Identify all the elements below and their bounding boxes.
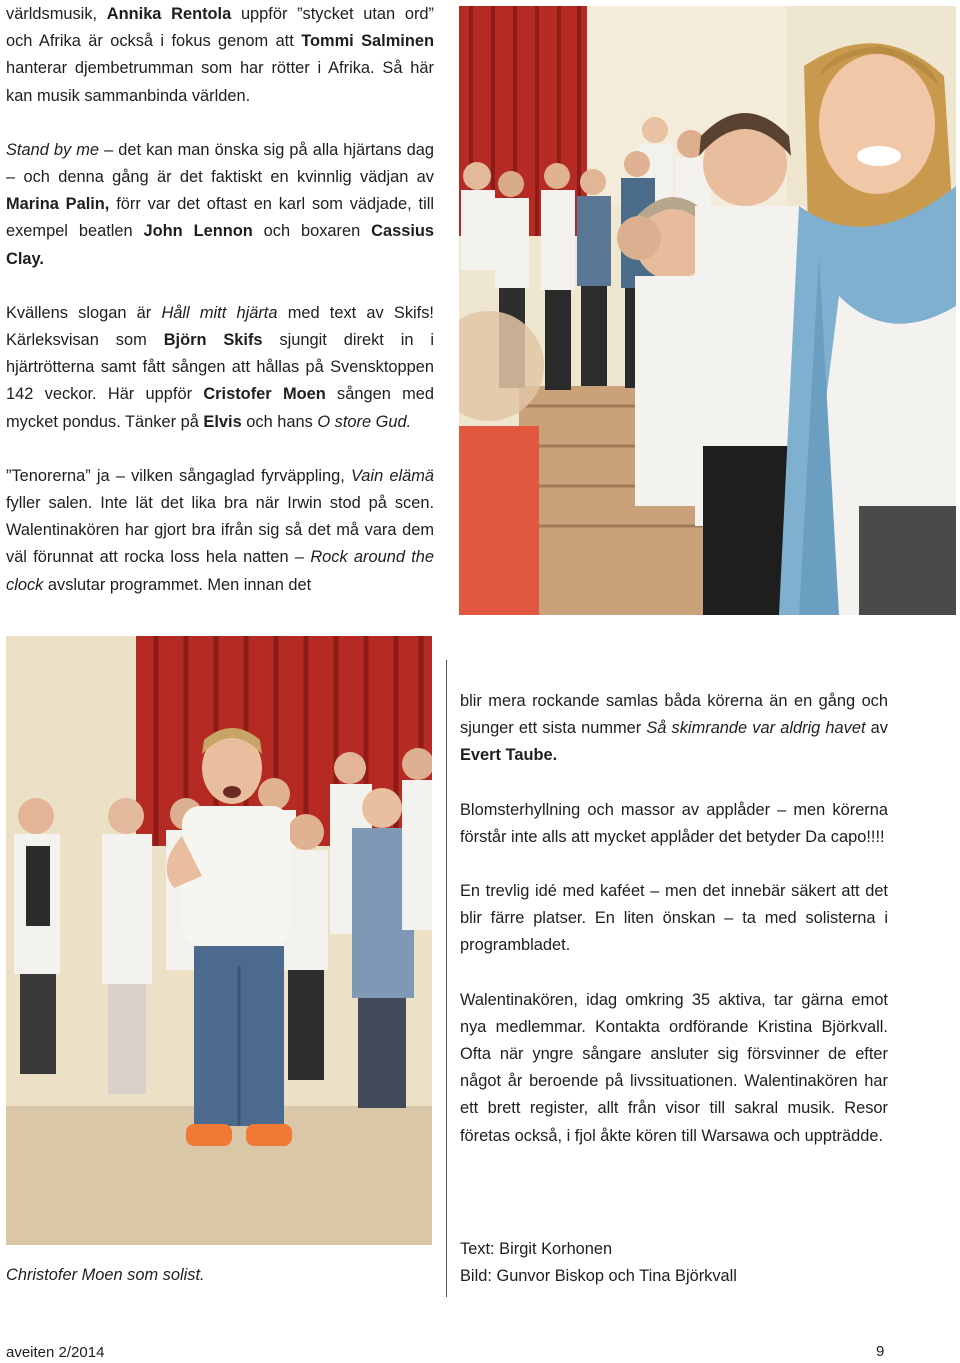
photo-soloist-illustration — [6, 636, 432, 1245]
paragraph-stand-by-me: Stand by me – det kan man önska sig på alla hjärtans dag – och denna gång är det faktiskt en kvinnlig vädjan av Marina Palin, förr var det oftast en karl som vädjade, till exempel beatlen John Lennon och boxaren Cassius Clay. — [6, 140, 435, 268]
credit-text: Text: Birgit Korhonen — [460, 1240, 613, 1258]
song-title-stand-by-me: Stand by me — [6, 140, 100, 159]
song-title-hall-mitt-hjarta: Håll mitt hjärta — [161, 303, 278, 322]
photo-choir-women-illustration — [459, 6, 956, 615]
paragraph-applause: Blomsterhyllning och massor av applåder – men körerna förstår inte alls att mycket applåder det betyder Da capo!!!! — [460, 800, 888, 846]
paragraph-choir-info: Walentinakören, idag omkring 35 aktiva, tar gärna emot nya medlemmar. Kontakta ordförande Kristina Björkvall. Ofta när yngre sångare ansluter sig försvinner de efter något år beroende på livssituationen. Walentinakören har ett brett register, allt från visor till sakral musik. Resor företas också, i fjol åkte kören till Warsawa och uppträdde. — [460, 990, 888, 1145]
name-elvis: Elvis — [203, 412, 242, 431]
photo-choir-women — [459, 6, 956, 615]
paragraph-final-song: blir mera rockande samlas båda körerna än en gång och sjunger ett sista nummer Så skimrande var aldrig havet av Evert Taube. — [460, 692, 888, 765]
footer-issue: aveiten 2/2014 — [6, 1344, 105, 1361]
page-number: 9 — [876, 1343, 885, 1360]
name-annika-rentola: Annika Rentola — [106, 5, 232, 23]
left-text-column — [6, 1, 434, 626]
song-title-o-store-gud: O store Gud. — [317, 412, 412, 431]
credit-photo: Bild: Gunvor Biskop och Tina Björkvall — [460, 1267, 737, 1286]
column-divider — [446, 660, 447, 1297]
name-tommi-salminen: Tommi Salminen — [301, 32, 434, 51]
paragraph-tenorerna: ”Tenorerna” ja – vilken sångaglad fyrväppling, Vain elämä fyller salen. Inte lät det lika bra när Irwin stod på scen. Walentinakören har gjort bra ifrån sig så det må vara dem väl förunnat att rocka loss hela natten – Rock around the clock avslutar programmet. Men innan det — [6, 466, 434, 594]
photo-caption: Christofer Moen som solist. — [6, 1266, 205, 1284]
song-title-vain-elama: Vain elämä — [350, 466, 434, 485]
name-bjorn-skifs: Björn Skifs — [163, 331, 263, 350]
photo-christofer-moen-soloist — [6, 636, 432, 1245]
right-text-column — [460, 688, 888, 1177]
name-john-lennon: John Lennon — [143, 222, 253, 241]
paragraph-world-music: världsmusik, Annika Rentola uppför ”stycket utan ord” och Afrika är också i fokus genom att Tommi Salminen hanterar djembetrumman som har rötter i Afrika. Så här kan musik sammanbinda världen. — [6, 5, 434, 105]
paragraph-slogan: Kvällens slogan är Håll mitt hjärta med text av Skifs! Kärleksvisan som Björn Skifs sjungit direkt in i hjärtrötterna samt fått sången att hållas på Svensktoppen 142 veckor. Här uppför Cristofer Moen sången med mycket pondus. Tänker på Elvis och hans O store Gud. — [6, 303, 435, 431]
paragraph-cafe: En trevlig idé med kaféet – men det innebär säkert att det blir färre platser. En liten önskan – ta med solisterna i programbladet. — [460, 882, 888, 955]
article-credits — [460, 1236, 737, 1290]
name-marina-palin: Marina Palin, — [6, 195, 110, 214]
name-evert-taube: Evert Taube. — [460, 746, 558, 765]
name-cassius-clay: Cassius Clay. — [6, 222, 435, 268]
song-title-sa-skimrande: Så skimrande var aldrig havet — [646, 719, 866, 738]
song-title-rock-around-the-clock: Rock around the clock — [6, 548, 434, 594]
name-cristofer-moen: Cristofer Moen — [203, 385, 326, 404]
